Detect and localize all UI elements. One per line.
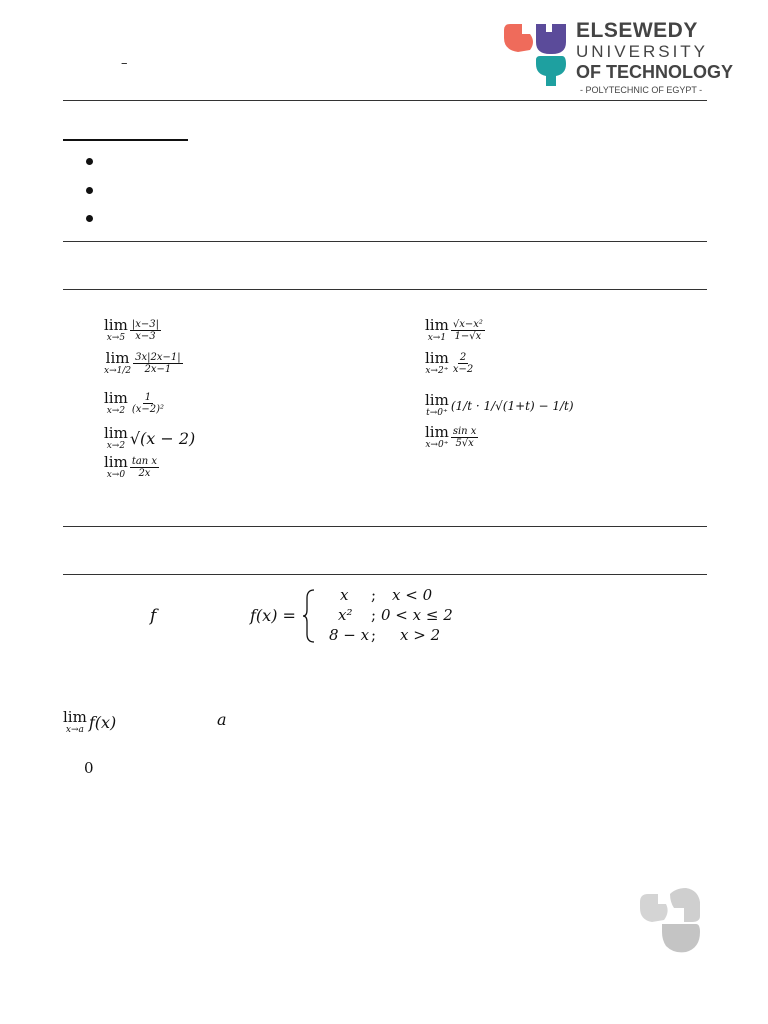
limit-expression: lim x→1 $\frac{\text{√x−x²}}{1-√x}$ (425, 316, 483, 343)
case-sep: ; (371, 626, 377, 644)
limit-expression: lim x→5 $\frac{|x-3|}{x-3}$ (104, 316, 159, 343)
limit-expression: lim t→0⁺ (1/t · 1/√(1+t) − 1/t) (425, 391, 574, 418)
watermark-logo-icon (636, 886, 704, 956)
limit-expression: lim x→0 $\frac{\text{tan x}}{2x}$ (104, 453, 158, 480)
case-expr: 8 − x (329, 626, 370, 644)
logo-line1: ELSEWEDY (576, 19, 698, 42)
divider (63, 241, 707, 242)
case-cond: 0 < x ≤ 2 (381, 606, 453, 624)
question-limit: lim x→a f(x) (63, 708, 117, 735)
bullet (86, 215, 93, 222)
case-cond: x < 0 (392, 586, 433, 604)
case-sep: ; (371, 606, 377, 624)
piecewise-lhs: f(x) = (250, 606, 296, 625)
limit-expression: lim x→0⁺ $\frac{\text{sin x}}{5√x}$ (425, 423, 477, 450)
header-dash: – (121, 56, 128, 71)
divider (63, 100, 707, 101)
divider (63, 526, 707, 527)
logo-line3: OF TECHNOLOGY (576, 62, 733, 82)
case-expr: x² (338, 606, 353, 624)
case-cond: x > 2 (400, 626, 441, 644)
limit-expression: lim x→2 $\frac{1}{\text{(x−2)²}}$ (104, 389, 165, 416)
left-brace-icon (302, 588, 316, 644)
bullet (86, 187, 93, 194)
case-expr: x (340, 586, 349, 604)
function-name: f (150, 606, 157, 626)
divider (63, 574, 707, 575)
divider (63, 289, 707, 290)
logo-tagline: - POLYTECHNIC OF EGYPT - (580, 85, 703, 95)
case-sep: ; (371, 586, 377, 604)
logo-line2: UNIVERSITY (576, 42, 709, 61)
bullet (86, 158, 93, 165)
logo-mark-icon (500, 20, 572, 90)
section-heading-underline (63, 139, 188, 141)
variable-a: a (217, 710, 227, 729)
zero-value: 0 (84, 759, 94, 777)
limit-expression: lim x→2⁺ $\frac{2}{x-2}$ (425, 349, 474, 376)
limit-expression: lim x→2 √(x − 2) (104, 424, 196, 451)
limit-expression: lim x→1/2 $\frac{3x|2x-1|}{2x-1}$ (104, 349, 181, 376)
